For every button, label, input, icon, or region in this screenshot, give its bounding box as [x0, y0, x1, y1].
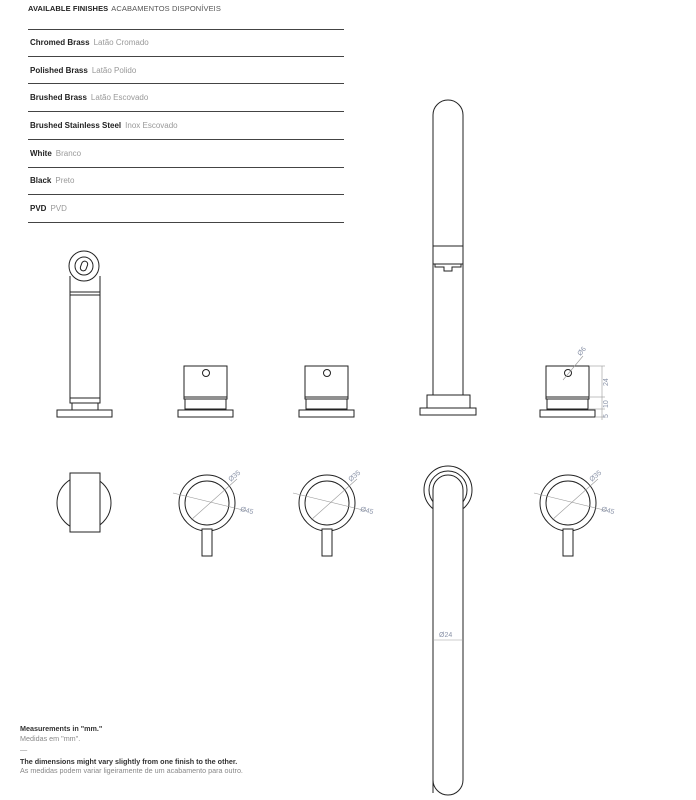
mixer-side-view	[178, 366, 233, 417]
finish-en: Black	[30, 176, 52, 185]
dim-outer: Ø45	[359, 506, 375, 517]
dim-inner: Ø35	[588, 469, 604, 484]
mixer-top-view	[293, 469, 374, 556]
title-pt: ACABAMENTOS DISPONÍVEIS	[111, 4, 221, 13]
dim-outer: Ø45	[600, 506, 616, 517]
dim-inner: Ø35	[227, 469, 243, 484]
finish-pt: PVD	[50, 204, 67, 213]
finish-en: White	[30, 149, 52, 158]
dim-inner: Ø35	[347, 469, 363, 484]
dim-hole: Ø6	[576, 345, 588, 358]
finish-pt: Latão Cromado	[93, 38, 149, 47]
dim-ring: 10	[603, 400, 610, 408]
spout-side-view	[420, 100, 476, 415]
finish-pt: Latão Escovado	[90, 93, 149, 102]
finish-en: Brushed Stainless Steel	[30, 121, 122, 130]
title-en: AVAILABLE FINISHES	[28, 4, 109, 13]
spout-top-view	[424, 466, 472, 795]
dim-base: 5	[603, 414, 610, 418]
finish-pt: Branco	[55, 149, 82, 158]
mixer-side-view	[299, 366, 354, 417]
finish-en: Polished Brass	[30, 66, 88, 75]
finish-pt: Preto	[55, 176, 75, 185]
finish-en: Chromed Brass	[30, 38, 90, 47]
notes	[20, 724, 243, 776]
note-separator: —	[20, 745, 28, 754]
mixer-top-view	[173, 469, 254, 556]
finish-en: Brushed Brass	[30, 93, 87, 102]
handshower-side-view	[57, 251, 112, 417]
finish-pt: Latão Polido	[91, 66, 137, 75]
mixer-side-view-dimensioned	[540, 346, 610, 420]
note-vary-en: The dimensions might vary slightly from one finish to the other.	[20, 756, 238, 766]
dim-tube: Ø24	[439, 632, 453, 639]
dim-body: 24	[603, 378, 610, 386]
finish-en: PVD	[30, 204, 47, 213]
handshower-top-view	[57, 473, 111, 532]
note-vary-pt: As medidas podem variar ligeiramente de um acabamento para outro.	[20, 766, 243, 775]
dim-outer: Ø45	[239, 506, 255, 517]
note-measure-en: Measurements in "mm."	[20, 724, 103, 733]
finish-pt: Inox Escovado	[125, 121, 178, 130]
note-measure-pt: Medidas em "mm".	[20, 733, 81, 743]
mixer-top-view	[534, 469, 615, 556]
